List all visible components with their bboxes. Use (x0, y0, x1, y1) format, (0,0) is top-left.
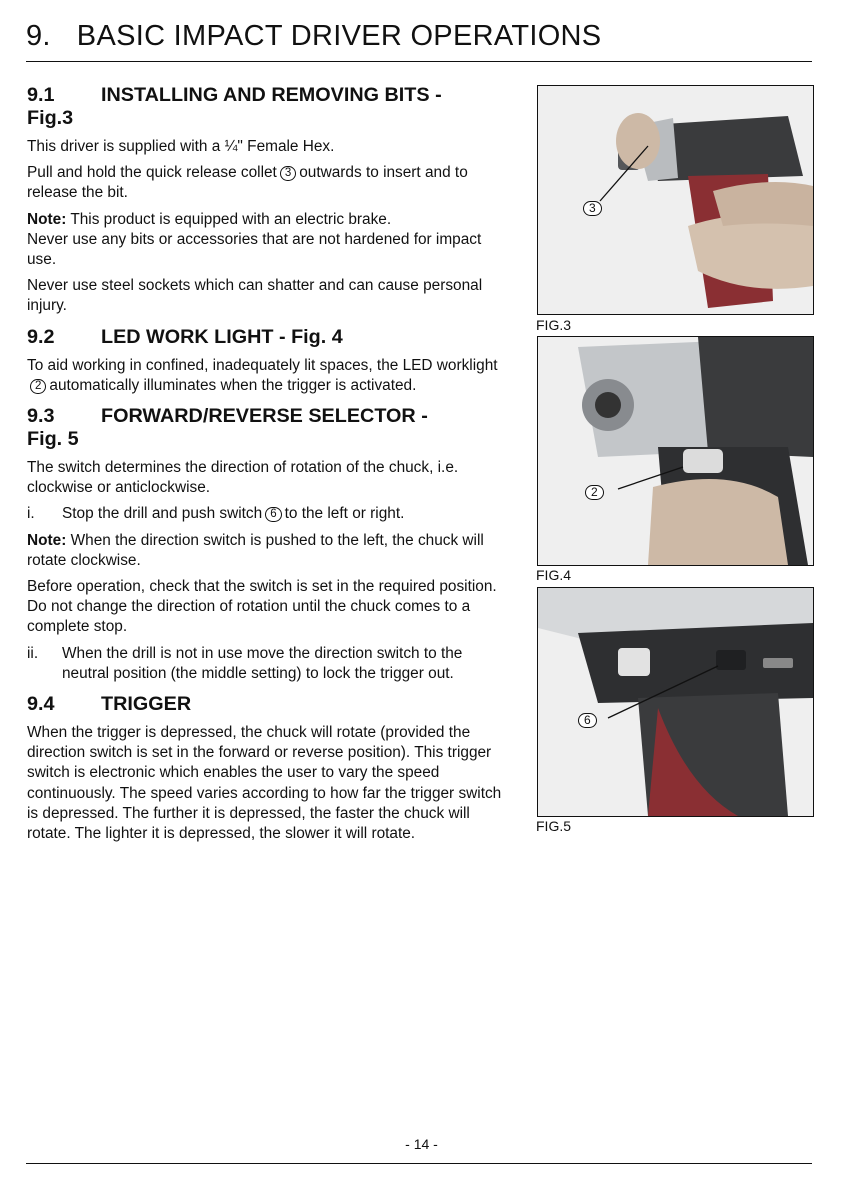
list-item (27, 644, 507, 684)
note-text: When the direction switch is pushed to the left, the chuck will rotate clockwise. (27, 531, 484, 569)
paragraph: The switch determines the direction of rotation of the chuck, i.e. clockwise or anticlockwise. (27, 459, 459, 497)
chapter-number: 9. (26, 20, 51, 52)
paragraph (27, 163, 507, 203)
page-number: - 14 - (405, 1136, 438, 1152)
list-marker: ii. (27, 644, 39, 662)
section-title: FORWARD/REVERSE SELECTOR - (101, 405, 428, 428)
section-heading-9-1 (27, 84, 507, 130)
note (27, 210, 507, 230)
section-title: INSTALLING AND REMOVING BITS - (101, 84, 442, 106)
text: Pull and hold the quick release collet (27, 164, 277, 182)
text-column (27, 84, 507, 850)
section-heading-9-4 (27, 693, 507, 716)
ref-callout: 2 (30, 379, 46, 394)
text: outwards to insert and to release the bit. (27, 164, 468, 202)
footer-rule (26, 1163, 812, 1164)
note-text: This product is equipped with an electric brake. (70, 210, 392, 228)
text: Stop the drill and push switch (62, 505, 263, 523)
section-title-fig: Fig. 5 (27, 428, 79, 451)
drill-selector-illustration (538, 588, 813, 816)
paragraph: Before operation, check that the switch is set in the required position. Do not change the direction of rotation until the chuck comes to a complete stop. (27, 578, 497, 636)
list-item (27, 504, 507, 524)
note-label: Note: (27, 210, 67, 228)
section-heading-9-2 (27, 326, 507, 349)
ref-callout: 6 (265, 507, 281, 522)
list-text: When the drill is not in use move the direction switch to the neutral position (the middle setting) to lock the trigger out. (62, 644, 463, 682)
section-heading-9-3 (27, 405, 507, 451)
figure-3-photo (537, 85, 814, 315)
figure-5-caption: FIG.5 (536, 818, 572, 834)
figure-4-caption: FIG.4 (536, 567, 572, 583)
paragraph (27, 356, 507, 396)
paragraph: Never use steel sockets which can shatter and can cause personal injury. (27, 277, 483, 315)
drill-collet-illustration (538, 86, 813, 314)
note-label: Note: (27, 531, 67, 549)
figure-callout: 3 (583, 201, 602, 216)
figure-callout: 6 (578, 713, 597, 728)
figure-5-photo (537, 587, 814, 817)
ref-callout: 3 (280, 166, 296, 181)
paragraph: When the trigger is depressed, the chuck will rotate (provided the direction switch is set in the forward or reverse position). This trigger switch is electronic which enables the user to vary the speed continuously. The speed varies according to how far the trigger switch is depressed. The further it is depressed, the faster the chuck will rotate. The lighter it is depressed, the slower it will rotate. (27, 724, 502, 843)
list-text (62, 504, 404, 524)
note (27, 531, 507, 571)
paragraph: Never use any bits or accessories that are not hardened for impact use. (27, 230, 482, 269)
chapter-title: BASIC IMPACT DRIVER OPERATIONS (76, 20, 602, 52)
page-title (26, 20, 601, 53)
drill-led-illustration (538, 337, 813, 565)
text: automatically illuminates when the trigger is activated. (49, 376, 417, 394)
list-marker: i. (27, 505, 35, 523)
section-number: 9.4 (27, 693, 55, 716)
paragraph: This driver is supplied with a ¼" Female Hex. (27, 138, 335, 155)
section-number: 9.2 (27, 325, 55, 348)
figure-4-photo (537, 336, 814, 566)
text: to the left or right. (284, 505, 405, 523)
header-rule (26, 61, 812, 62)
figure-callout: 2 (585, 485, 604, 500)
section-title-fig: Fig.3 (27, 107, 74, 129)
section-number: 9.3 (27, 405, 55, 428)
section-number: 9.1 (27, 84, 55, 106)
figure-3-caption: FIG.3 (536, 317, 572, 333)
text: To aid working in confined, inadequately lit spaces, the LED worklight (27, 356, 498, 374)
section-title: LED WORK LIGHT - Fig. 4 (101, 325, 343, 348)
section-title: TRIGGER (101, 693, 192, 716)
